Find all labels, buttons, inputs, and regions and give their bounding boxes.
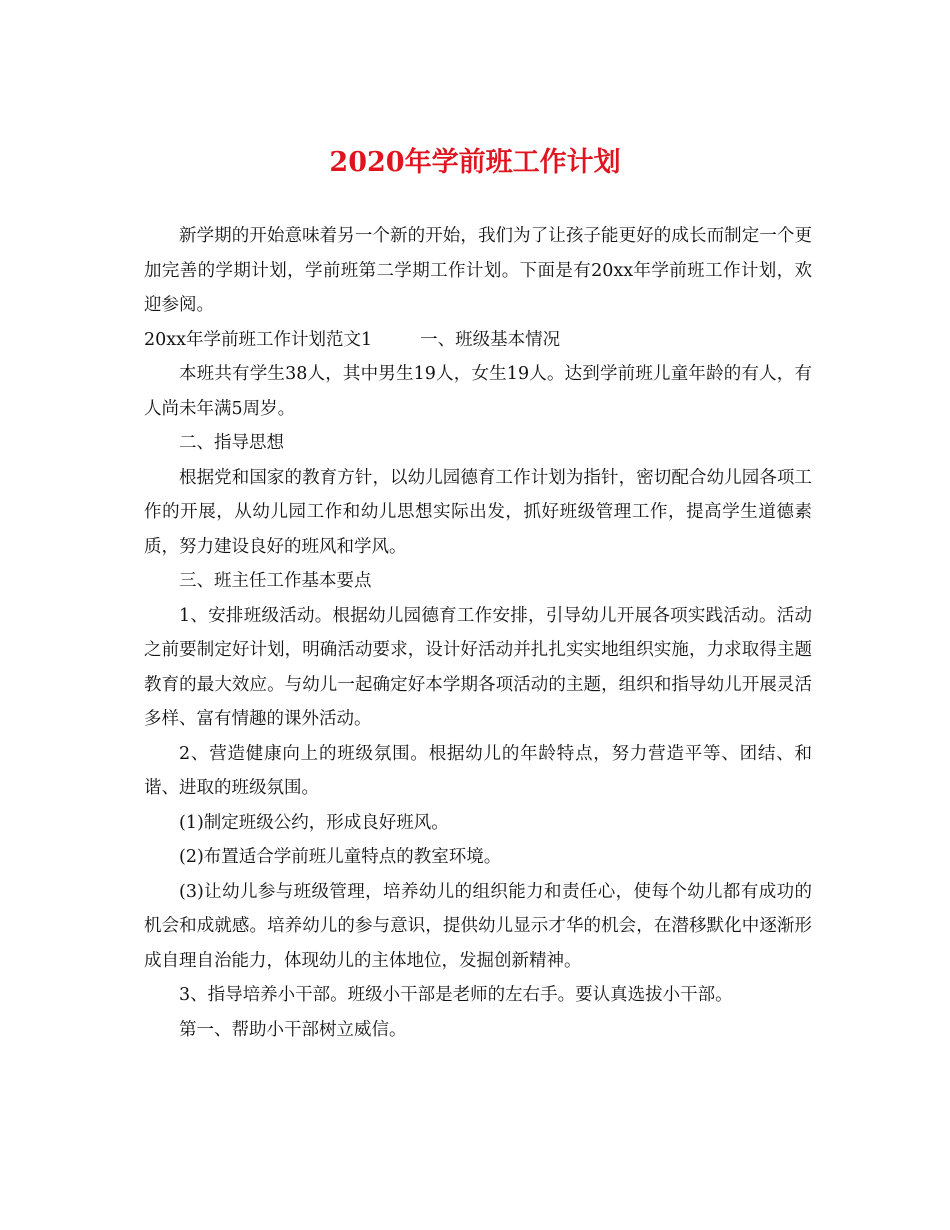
- point3-paragraph: 3、指导培养小干部。班级小干部是老师的左右手。要认真选拔小干部。: [179, 985, 733, 1005]
- sample-heading: 20xx年学前班工作计划范文1: [144, 329, 373, 350]
- section1-heading: 一、班级基本情况: [420, 329, 561, 350]
- point2-paragraph: 2、营造健康向上的班级氛围。根据幼儿的年龄特点，努力营造平等、团结、和谐、进取的班级氛围。: [144, 743, 812, 798]
- point1-paragraph: 1、安排班级活动。根据幼儿园德育工作安排，引导幼儿开展各项实践活动。活动之前要制定好计划，明确活动要求，设计好活动并扎扎实实地组织实施，力求取得主题教育的最大效应。与幼儿一起确定好本学期各项活动的主题，组织和指导幼儿开展灵活多样、富有情趣的课外活动。: [144, 605, 812, 729]
- point2-sub2: (2)布置适合学前班儿童特点的教室环境。: [179, 847, 502, 867]
- intro-paragraph: 新学期的开始意味着另一个新的开始，我们为了让孩子能更好的成长而制定一个更加完善的学期计划，学前班第二学期工作计划。下面是有20xx年学前班工作计划，欢迎参阅。: [144, 226, 812, 315]
- point2-sub3: (3)让幼儿参与班级管理，培养幼儿的组织能力和责任心，使每个幼儿都有成功的机会和成就感。培养幼儿的参与意识，提供幼儿显示才华的机会，在潜移默化中逐渐形成自理自治能力，体现幼儿的主体地位，发掘创新精神。: [144, 881, 812, 971]
- section2-paragraph: 根据党和国家的教育方针，以幼儿园德育工作计划为指针，密切配合幼儿园各项工作的开展，从幼儿园工作和幼儿思想实际出发，抓好班级管理工作，提高学生道德素质，努力建设良好的班风和学风。: [144, 467, 812, 557]
- section1-paragraph: 本班共有学生38人，其中男生19人，女生19人。达到学前班儿童年龄的有人，有人尚未年满5周岁。: [144, 364, 812, 419]
- point3-sub1: 第一、帮助小干部树立威信。: [179, 1019, 407, 1040]
- sample-heading-line: [144, 323, 812, 358]
- point2-sub1: (1)制定班级公约，形成良好班风。: [179, 812, 449, 833]
- document-title: 2020年学前班工作计划: [329, 147, 621, 178]
- document-body: [144, 219, 812, 1047]
- section2-heading: 二、指导思想: [179, 433, 284, 453]
- section3-heading: 三、班主任工作基本要点: [179, 571, 372, 591]
